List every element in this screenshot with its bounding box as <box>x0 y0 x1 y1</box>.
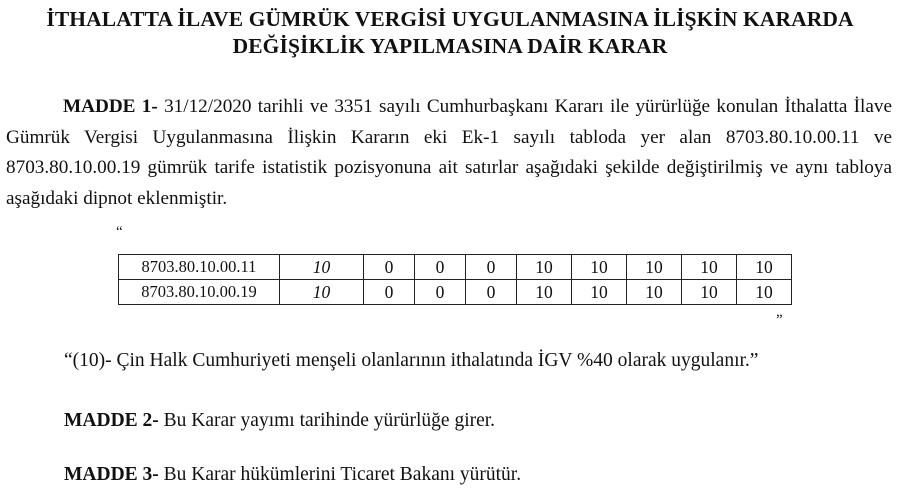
article-2-text: Bu Karar yayımı tarihinde yürürlüğe girer. <box>158 410 496 431</box>
table-cell: 10 <box>737 255 792 280</box>
table-cell: 0 <box>415 255 466 280</box>
table-row <box>119 280 792 305</box>
article-1-text: 31/12/2020 tarihli ve 3351 sayılı Cumhurbaşkanı Kararı ile yürürlüğe konulan İthalatta İlave Gümrük Vergisi Uygulanmasına İlişkin Kararın eki Ek-1 sayılı tabloda yer alan 8703.80.10.00.11 ve 8703.80.10.00.19 gümrük tarife istatistik pozisyonuna ait satırlar aşağıdaki şekilde değiştirilmiş ve aynı tabloya aşağıdaki dipnot eklenmiştir. <box>6 96 892 209</box>
article-1-label: MADDE 1- <box>63 96 158 117</box>
table-cell: 0 <box>415 280 466 305</box>
table-cell: 10 <box>280 255 364 280</box>
table-cell: 10 <box>682 280 737 305</box>
table-row <box>119 255 792 280</box>
opening-quote-mark: “ <box>116 224 123 240</box>
table-cell-code: 8703.80.10.00.11 <box>119 255 280 280</box>
title-line-2: DEĞİŞİKLİK YAPILMASINA DAİR KARAR <box>232 34 668 58</box>
table-cell-code: 8703.80.10.00.19 <box>119 280 280 305</box>
table-cell: 10 <box>682 255 737 280</box>
article-1 <box>6 92 892 214</box>
table-cell: 10 <box>627 255 682 280</box>
article-2-label: MADDE 2- <box>64 410 159 431</box>
table-cell: 0 <box>364 280 415 305</box>
document-title <box>0 6 900 60</box>
table-cell: 10 <box>517 255 572 280</box>
article-1-paragraph <box>6 92 892 214</box>
article-3-label: MADDE 3- <box>64 464 159 485</box>
table-cell: 0 <box>466 255 517 280</box>
table-cell: 0 <box>466 280 517 305</box>
article-3 <box>64 461 521 489</box>
tariff-table <box>118 254 792 305</box>
table-cell: 10 <box>517 280 572 305</box>
table-cell: 10 <box>572 255 627 280</box>
title-line-1: İTHALATTA İLAVE GÜMRÜK VERGİSİ UYGULANMASINA İLİŞKİN KARARDA <box>46 7 854 31</box>
table-cell: 10 <box>737 280 792 305</box>
table-cell: 10 <box>627 280 682 305</box>
table-cell: 10 <box>280 280 364 305</box>
footnote: “(10)- Çin Halk Cumhuriyeti menşeli olanlarının ithalatında İGV %40 olarak uygulanır.” <box>64 350 759 371</box>
closing-quote-mark: ” <box>776 312 783 328</box>
article-3-text: Bu Karar hükümlerini Ticaret Bakanı yürütür. <box>158 464 522 485</box>
article-2 <box>64 407 495 435</box>
table-cell: 0 <box>364 255 415 280</box>
table-cell: 10 <box>572 280 627 305</box>
